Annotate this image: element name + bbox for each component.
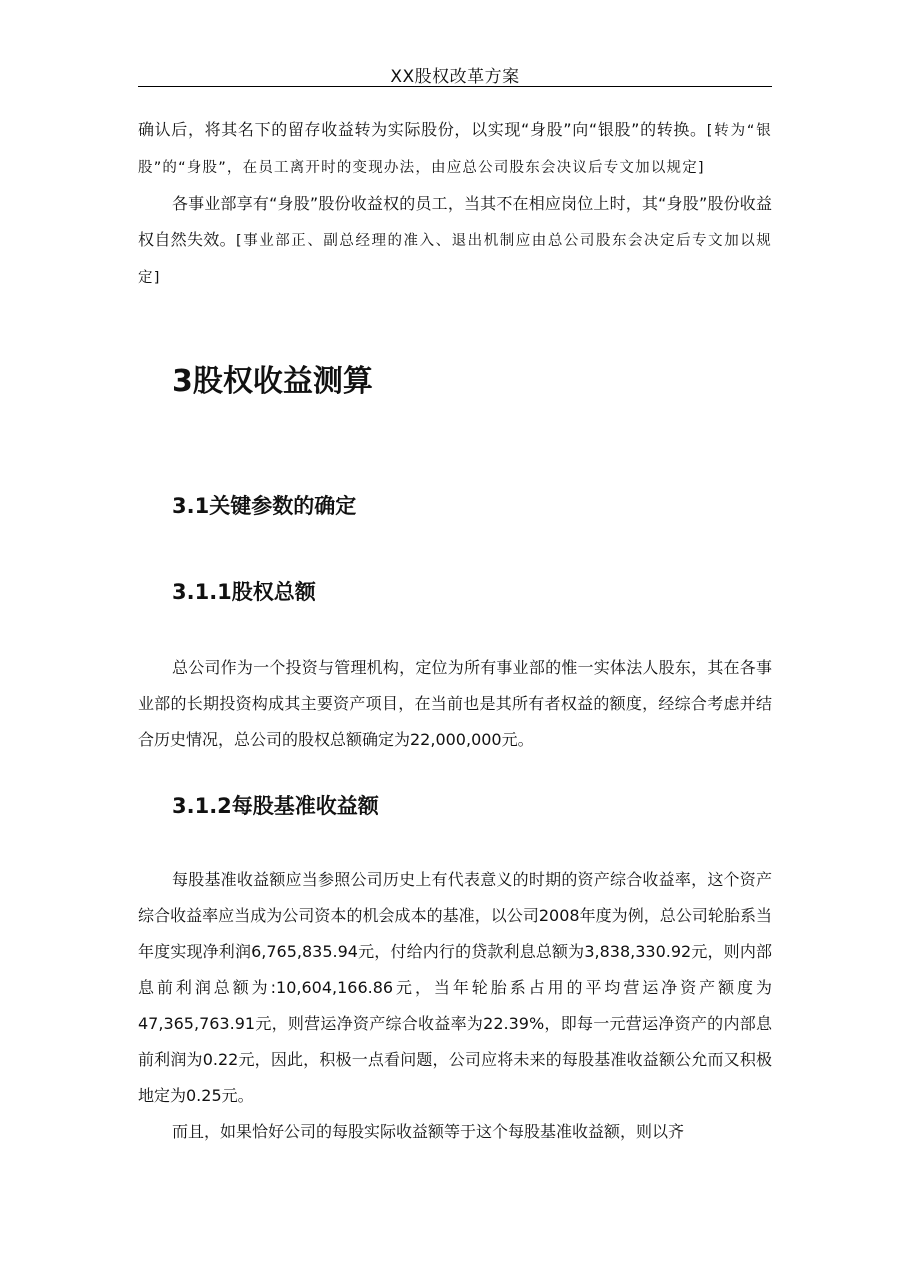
intro-paragraph-1-note: [转为“银股”的“身股”，在员工离开时的变现办法，由应总公司股东会决议后专文加以规定] (138, 123, 772, 176)
section-3-1-2-heading: 3.1.2每股基准收益额 (172, 794, 379, 818)
header-divider (138, 86, 772, 87)
section-3-1-1-body (138, 650, 772, 758)
intro-paragraph-1 (138, 112, 772, 186)
section-3-1-1-heading: 3.1.1股权总额 (172, 580, 316, 604)
page-header-title: XX股权改革方案 (390, 67, 520, 87)
section-3-1-2-paragraph-2: 而且，如果恰好公司的每股实际收益额等于这个每股基准收益额，则以齐 (172, 1122, 685, 1141)
section-3-1-1-paragraph: 总公司作为一个投资与管理机构，定位为所有事业部的惟一实体法人股东，其在各事业部的长期投资构成其主要资产项目，在当前也是其所有者权益的额度，经综合考虑并结合历史情况，总公司的股权总额确定为22,000,000元。 (138, 658, 772, 749)
intro-paragraph-2-text: 各事业部享有“身股”股份收益权的员工，当其不在相应岗位上时，其“身股”股份收益权自然失效。 (138, 194, 772, 249)
intro-block (138, 112, 772, 296)
section-3-heading: 3股权收益测算 (172, 364, 373, 399)
intro-paragraph-1-text: 确认后，将其名下的留存收益转为实际股份，以实现“身股”向“银股”的转换。 (138, 120, 707, 139)
section-3-1-heading: 3.1关键参数的确定 (172, 494, 357, 518)
section-3-1-2-paragraph-1: 每股基准收益额应当参照公司历史上有代表意义的时期的资产综合收益率，这个资产综合收益率应当成为公司资本的机会成本的基准，以公司2008年度为例，总公司轮胎系当年度实现净利润6,765,835.94元，付给内行的贷款利息总额为3,838,330.92元，则内部息前利润总额为:10,604,166.86元，当年轮胎系占用的平均营运净资产额度为47,365,763.91元，则营运净资产综合收益率为22.39%，即每一元营运净资产的内部息前利润为0.22元，因此，积极一点看问题，公司应将未来的每股基准收益额公允而又积极地定为0.25元。 (138, 870, 772, 1105)
section-3-1-2-body (138, 862, 772, 1150)
intro-paragraph-2-note: [事业部正、副总经理的准入、退出机制应由总公司股东会决定后专文加以规定] (138, 233, 772, 286)
intro-paragraph-2 (138, 186, 772, 296)
